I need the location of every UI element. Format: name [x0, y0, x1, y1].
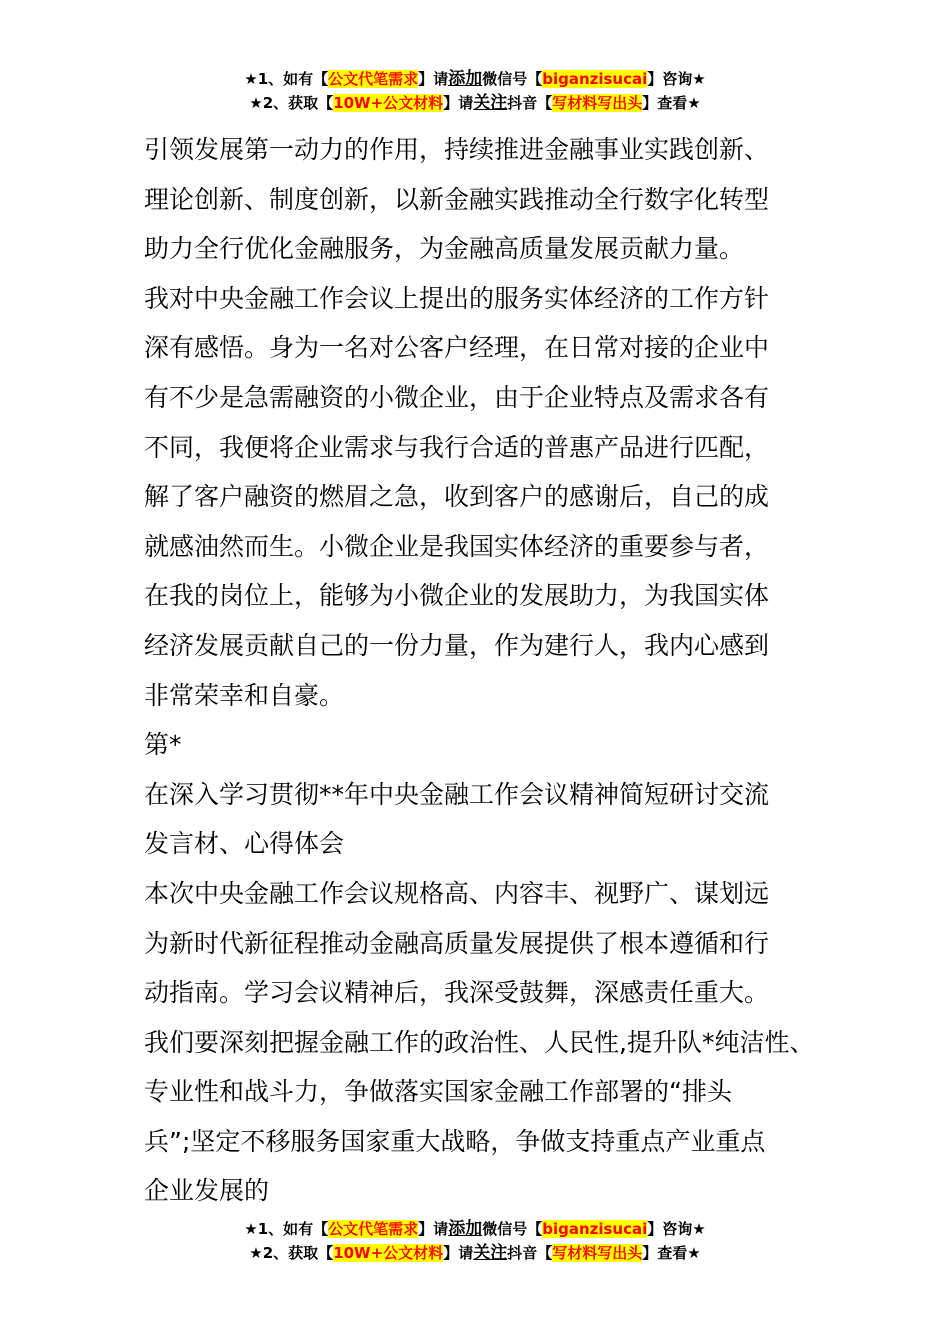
banner-highlight: 公文代笔需求	[328, 70, 419, 88]
body-line: 我们要深刻把握金融工作的政治性、人民性,提升队*纯洁性、	[144, 1027, 815, 1057]
banner-line-1	[0, 1218, 950, 1242]
banner-underlined: 添加	[448, 69, 483, 89]
banner-highlight: biganzisucai	[542, 70, 648, 88]
banner-underlined: 关注	[473, 1243, 508, 1263]
body-line: 助力全行优化金融服务，为金融高质量发展贡献力量。	[144, 234, 745, 264]
banner-text: ★1、如有【	[244, 1220, 329, 1238]
banner-text: 】请	[443, 94, 474, 112]
banner-text: 】查看★	[642, 1244, 701, 1262]
banner-text: 微信号【	[482, 1220, 543, 1238]
body-line: 非常荣幸和自豪。	[144, 680, 345, 710]
section-marker: 第*	[144, 730, 182, 760]
document-body	[144, 125, 834, 1216]
body-line: 解了客户融资的燃眉之急，收到客户的感谢后，自己的成	[144, 482, 770, 512]
banner-text: 】查看★	[642, 94, 701, 112]
banner-text: ★1、如有【	[244, 70, 329, 88]
body-line: 企业发展的	[144, 1176, 270, 1206]
banner-underlined: 关注	[473, 93, 508, 113]
body-line: 动指南。学习会议精神后，我深受鼓舞，深感责任重大。	[144, 978, 770, 1008]
banner-text: ★2、获取【	[249, 94, 334, 112]
banner-highlight: 10W+公文材料	[333, 1244, 444, 1262]
banner-line-2	[0, 92, 950, 116]
body-line: 本次中央金融工作会议规格高、内容丰、视野广、谋划远	[144, 878, 770, 908]
banner-line-2	[0, 1242, 950, 1266]
body-line: 引领发展第一动力的作用，持续推进金融事业实践创新、	[144, 135, 770, 164]
banner-text: 】请	[443, 1244, 474, 1262]
body-line: 在我的岗位上，能够为小微企业的发展助力，为我国实体	[144, 581, 770, 611]
banner-text: 】咨询★	[647, 1220, 706, 1238]
banner-underlined: 添加	[448, 1219, 483, 1239]
banner-text: 微信号【	[482, 70, 543, 88]
section-title: 发言材、心得体会	[144, 829, 345, 859]
bottom-banner	[0, 1218, 950, 1266]
banner-highlight: biganzisucai	[542, 1220, 648, 1238]
body-line: 有不少是急需融资的小微企业，由于企业特点及需求各有	[144, 382, 770, 412]
body-line: 理论创新、制度创新，以新金融实践推动全行数字化转型	[144, 184, 770, 214]
banner-text: 】请	[418, 70, 449, 88]
body-line: 经济发展贡献自己的一份力量，作为建行人，我内心感到	[144, 630, 770, 660]
banner-text: 抖音【	[507, 1244, 553, 1262]
banner-highlight: 写材料写出头	[552, 1244, 643, 1262]
banner-line-1	[0, 68, 950, 92]
top-banner	[0, 68, 950, 116]
body-line: 我对中央金融工作会议上提出的服务实体经济的工作方针	[144, 283, 770, 313]
body-line: 就感油然而生。小微企业是我国实体经济的重要参与者，	[144, 531, 770, 561]
body-line: 不同，我便将企业需求与我行合适的普惠产品进行匹配，	[144, 432, 770, 462]
banner-highlight: 10W+公文材料	[333, 94, 444, 112]
banner-highlight: 公文代笔需求	[328, 1220, 419, 1238]
banner-text: 抖音【	[507, 94, 553, 112]
section-title: 在深入学习贯彻**年中央金融工作会议精神简短研讨交流	[144, 779, 770, 809]
banner-text: ★2、获取【	[249, 1244, 334, 1262]
body-line: 为新时代新征程推动金融高质量发展提供了根本遵循和行	[144, 928, 770, 958]
body-line: 专业性和战斗力，争做落实国家金融工作部署的“排头	[144, 1077, 732, 1107]
body-line: 兵”;坚定不移服务国家重大战略，争做支持重点产业重点	[144, 1126, 766, 1156]
body-line: 深有感悟。身为一名对公客户经理，在日常对接的企业中	[144, 333, 770, 363]
banner-text: 】请	[418, 1220, 449, 1238]
banner-highlight: 写材料写出头	[552, 94, 643, 112]
banner-text: 】咨询★	[647, 70, 706, 88]
